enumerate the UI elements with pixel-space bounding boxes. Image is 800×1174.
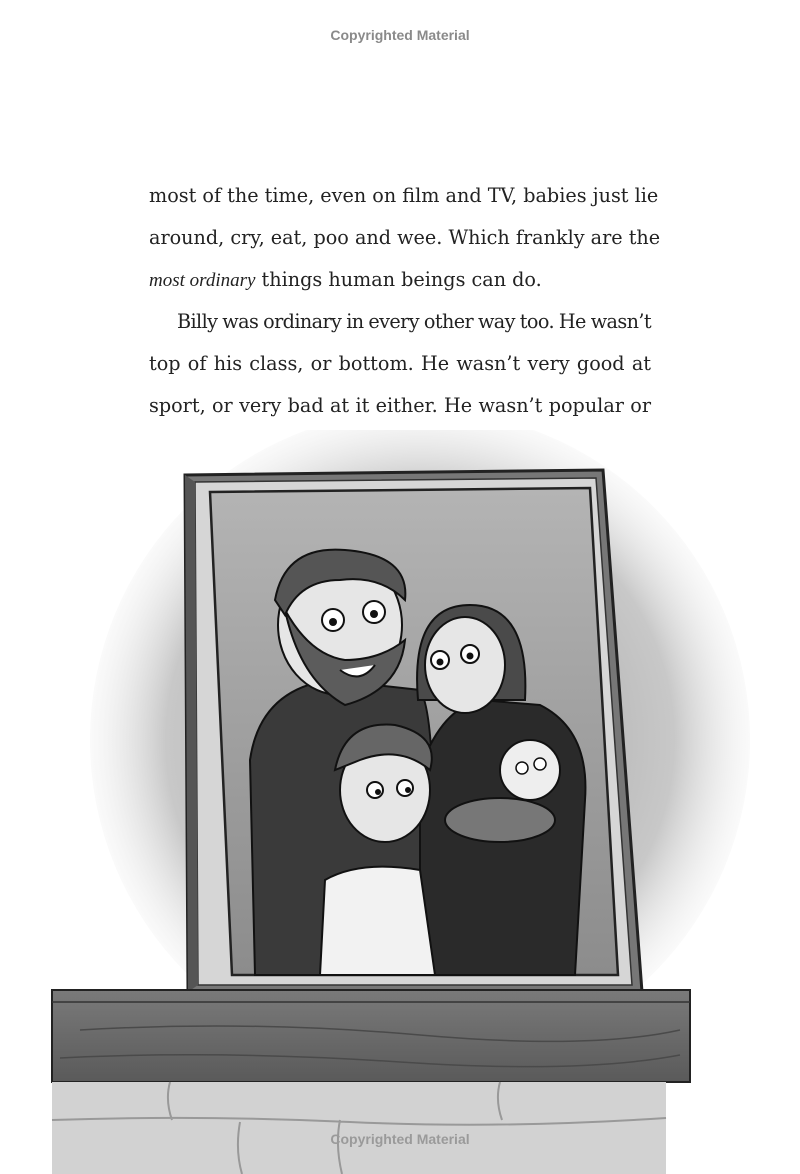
text-span: things human beings can do. — [255, 268, 542, 291]
text-line-paragraph-start: Billy was ordinary in every other way too. He wasn’t — [177, 310, 651, 333]
brick-fireplace — [52, 1082, 666, 1174]
copyright-watermark-bottom: Copyrighted Material — [330, 1131, 470, 1147]
text-line — [149, 262, 651, 304]
copyright-watermark-top: Copyrighted Material — [330, 27, 470, 43]
text-line: most of the time, even on film and TV, babies just lie — [149, 184, 659, 207]
emphasis-text: most ordinary — [149, 270, 256, 291]
mantelpiece — [52, 990, 690, 1082]
text-line: sport, or very bad at it either. He wasn’t popular or — [149, 394, 651, 417]
page-body-text — [149, 178, 661, 430]
family-portrait-illustration — [0, 430, 800, 1174]
text-line: top of his class, or bottom. He wasn’t very good at — [149, 352, 651, 375]
text-line: around, cry, eat, poo and wee. Which frankly are the — [149, 226, 661, 249]
